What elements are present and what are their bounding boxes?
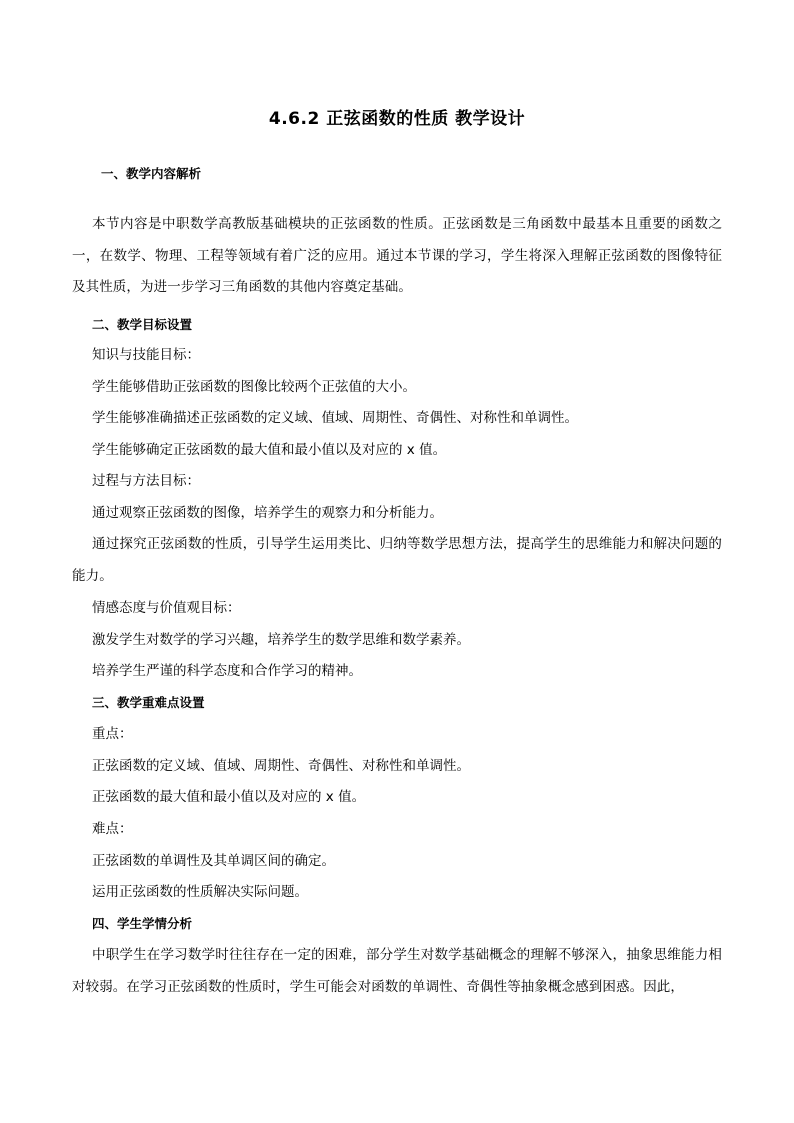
knowledge-objective-1: 学生能够借助正弦函数的图像比较两个正弦值的大小。 [92, 379, 416, 395]
process-objective-2: 通过探究正弦函数的性质，引导学生运用类比、归纳等数学思想方法，提高学生的思维能力和解决问题的能力。 [72, 536, 722, 584]
content-analysis-paragraph: 本节内容是中职数学高教版基础模块的正弦函数的性质。正弦函数是三角函数中最基本且重要的函数之一，在数学、物理、工程等领域有着广泛的应用。通过本节课的学习，学生将深入理解正弦函数的图像特征及其性质，为进一步学习三角函数的其他内容奠定基础。 [72, 216, 722, 295]
process-method-label: 过程与方法目标： [92, 473, 200, 489]
emotion-value-label: 情感态度与价值观目标： [92, 600, 241, 616]
difficult-point-1: 正弦函数的单调性及其单调区间的确定。 [92, 853, 335, 869]
key-point-1: 正弦函数的定义域、值域、周期性、奇偶性、对称性和单调性。 [92, 758, 470, 774]
student-analysis-paragraph: 中职学生在学习数学时往往存在一定的困难，部分学生对数学基础概念的理解不够深入，抽象思维能力相对较弱。在学习正弦函数的性质时，学生可能会对函数的单调性、奇偶性等抽象概念感到困惑。因此， [72, 947, 722, 995]
section-heading-objectives: 二、教学目标设置 [92, 317, 193, 332]
document-title: 4.6.2 正弦函数的性质 教学设计 [268, 109, 526, 129]
process-objective-1: 通过观察正弦函数的图像，培养学生的观察力和分析能力。 [92, 505, 443, 521]
difficult-point-2: 运用正弦函数的性质解决实际问题。 [92, 884, 308, 900]
emotion-objective-1: 激发学生对数学的学习兴趣，培养学生的数学思维和数学素养。 [92, 632, 470, 648]
knowledge-objective-3: 学生能够确定正弦函数的最大值和最小值以及对应的 x 值。 [92, 442, 447, 458]
knowledge-objective-2: 学生能够准确描述正弦函数的定义域、值域、周期性、奇偶性、对称性和单调性。 [92, 410, 578, 426]
section-heading-key-difficult: 三、教学重难点设置 [92, 695, 205, 710]
key-points-label: 重点： [92, 726, 133, 742]
emotion-objective-2: 培养学生严谨的科学态度和合作学习的精神。 [92, 663, 362, 679]
difficult-points-label: 难点： [92, 821, 133, 837]
section-heading-student-analysis: 四、学生学情分析 [92, 916, 193, 931]
knowledge-skills-label: 知识与技能目标： [92, 347, 200, 363]
key-point-2: 正弦函数的最大值和最小值以及对应的 x 值。 [92, 789, 366, 805]
section-heading-content-analysis: 一、教学内容解析 [101, 166, 202, 181]
